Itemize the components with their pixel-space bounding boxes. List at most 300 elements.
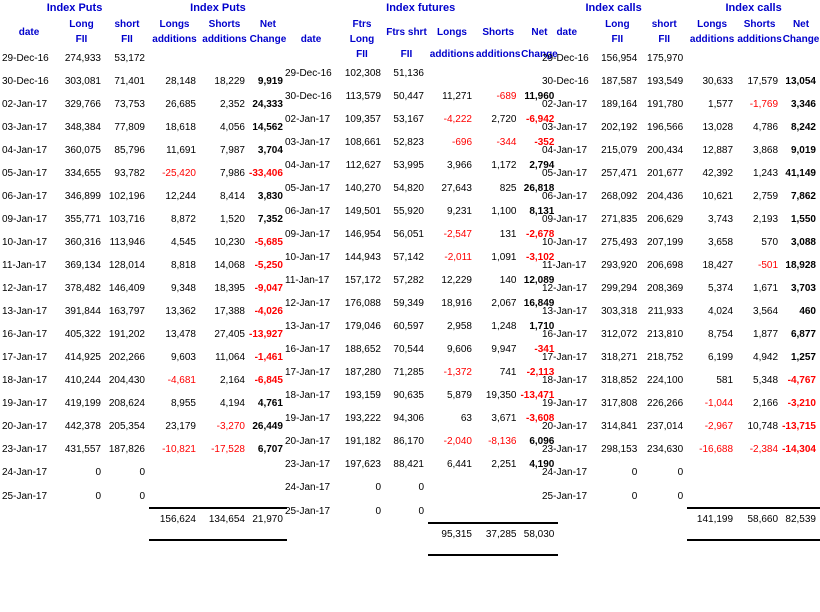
table-row[interactable] bbox=[540, 438, 820, 461]
table-row[interactable] bbox=[283, 154, 558, 177]
cell-net: 3,704 bbox=[257, 145, 283, 156]
table-row[interactable] bbox=[283, 200, 558, 223]
cell-long: 193,222 bbox=[344, 413, 381, 424]
cell-longadd: 28,148 bbox=[165, 76, 196, 87]
cell-short: 202,266 bbox=[108, 352, 145, 363]
cell-longadd: 3,966 bbox=[446, 160, 472, 171]
cell-long: 431,557 bbox=[64, 444, 101, 455]
cell-short: 224,100 bbox=[647, 375, 684, 386]
table-row[interactable] bbox=[0, 231, 287, 254]
cell-long: 346,899 bbox=[64, 191, 101, 202]
cell-shortadd bbox=[200, 461, 249, 484]
cell-shortadd: 1,243 bbox=[753, 168, 779, 179]
table-row[interactable] bbox=[0, 139, 287, 162]
table-row[interactable] bbox=[283, 108, 558, 131]
table-row[interactable] bbox=[540, 300, 820, 323]
total-short bbox=[385, 523, 428, 546]
cell-longadd: -2,967 bbox=[704, 421, 734, 432]
table-row[interactable] bbox=[0, 185, 287, 208]
cell-net: 8,131 bbox=[529, 206, 555, 217]
table-row[interactable] bbox=[283, 246, 558, 269]
table-row[interactable] bbox=[540, 323, 820, 346]
cell-longadd: 13,362 bbox=[165, 306, 196, 317]
col-short-top: Ftrs shrt bbox=[386, 26, 427, 38]
table-row[interactable] bbox=[0, 47, 287, 70]
table-index-calls bbox=[540, 0, 820, 541]
cell-longadd: 12,244 bbox=[165, 191, 196, 202]
cell-shortadd: 17,579 bbox=[747, 76, 779, 87]
cell-longadd: 6,441 bbox=[446, 459, 472, 470]
rows-index-futures bbox=[283, 62, 558, 555]
cell-short: 59,349 bbox=[393, 298, 424, 309]
cell-date: 04-Jan-17 bbox=[542, 145, 588, 156]
table-row[interactable] bbox=[0, 116, 287, 139]
cell-short: 71,285 bbox=[393, 367, 424, 378]
cell-date: 24-Jan-17 bbox=[2, 467, 48, 478]
cell-shortadd bbox=[737, 484, 782, 508]
cell-shortadd bbox=[476, 499, 520, 523]
cell-shortadd: 19,350 bbox=[485, 390, 517, 401]
block-index-puts bbox=[0, 0, 287, 541]
cell-date: 05-Jan-17 bbox=[542, 168, 588, 179]
totals-row bbox=[540, 508, 820, 531]
cell-longadd: -2,040 bbox=[443, 436, 472, 447]
total-longadd: 156,624 bbox=[149, 508, 200, 531]
cell-short: 201,677 bbox=[647, 168, 684, 179]
cell-shortadd: 825 bbox=[499, 183, 517, 194]
cell-long: 314,841 bbox=[601, 421, 638, 432]
cell-long: 312,072 bbox=[601, 329, 638, 340]
cell-shortadd: 3,868 bbox=[753, 145, 779, 156]
cell-long: 102,308 bbox=[344, 68, 381, 79]
cell-long: 329,766 bbox=[64, 99, 101, 110]
column-header-top bbox=[0, 17, 287, 32]
table-row[interactable] bbox=[0, 323, 287, 346]
cell-longadd: 11,691 bbox=[166, 145, 196, 156]
cell-net: -5,250 bbox=[254, 260, 283, 271]
cell-net: -1,461 bbox=[254, 352, 283, 363]
col-shortadd-top: Shorts bbox=[208, 19, 241, 30]
cell-shortadd: -344 bbox=[496, 137, 517, 148]
col-shortadd-bot: additions bbox=[476, 49, 521, 60]
table-row[interactable] bbox=[283, 131, 558, 154]
cell-longadd: 13,028 bbox=[702, 122, 734, 133]
cell-long: 156,954 bbox=[601, 53, 638, 64]
cell-date: 06-Jan-17 bbox=[285, 206, 331, 217]
col-net-top: Net bbox=[259, 19, 277, 30]
cell-short: 207,199 bbox=[647, 237, 684, 248]
cell-long: 299,294 bbox=[601, 283, 638, 294]
col-long-top: Ftrs Long bbox=[349, 19, 375, 45]
table-row[interactable] bbox=[540, 116, 820, 139]
cell-longadd: 8,754 bbox=[708, 329, 734, 340]
table-row[interactable] bbox=[540, 369, 820, 392]
cell-longadd bbox=[687, 484, 737, 508]
cell-net: 11,960 bbox=[524, 91, 555, 102]
col-longadd-top: Longs bbox=[159, 19, 190, 30]
cell-long: 0 bbox=[375, 505, 381, 517]
cell-shortadd: 11,064 bbox=[215, 352, 245, 363]
block-title-row bbox=[540, 0, 820, 17]
table-row[interactable] bbox=[283, 269, 558, 292]
underline-longadd bbox=[149, 531, 200, 540]
title-left: Index calls bbox=[585, 2, 642, 14]
cell-shortadd: 131 bbox=[499, 229, 517, 240]
cell-long: 113,579 bbox=[345, 91, 381, 102]
total-shortadd: 58,660 bbox=[737, 508, 782, 531]
table-row[interactable] bbox=[0, 461, 287, 484]
block-title-row bbox=[283, 0, 558, 17]
table-row[interactable] bbox=[540, 346, 820, 369]
table-row[interactable] bbox=[0, 438, 287, 461]
underline-net bbox=[782, 531, 820, 540]
cell-net: 1,257 bbox=[790, 352, 816, 363]
cell-date: 02-Jan-17 bbox=[285, 114, 331, 125]
table-row[interactable] bbox=[283, 384, 558, 407]
table-row[interactable] bbox=[0, 346, 287, 369]
cell-net: 16,849 bbox=[523, 298, 555, 309]
col-net-bot: Change bbox=[249, 34, 287, 45]
table-row[interactable] bbox=[0, 277, 287, 300]
cell-short: 94,306 bbox=[393, 413, 424, 424]
table-row[interactable] bbox=[283, 223, 558, 246]
col-longadd-bot: additions bbox=[689, 34, 735, 45]
cell-shortadd: -689 bbox=[496, 91, 517, 102]
total-date bbox=[540, 508, 593, 531]
cell-date: 23-Jan-17 bbox=[542, 444, 588, 455]
total-date bbox=[0, 508, 58, 531]
cell-net: -13,715 bbox=[782, 421, 816, 432]
table-row[interactable] bbox=[540, 392, 820, 415]
cell-date: 12-Jan-17 bbox=[285, 298, 331, 309]
cell-date: 10-Jan-17 bbox=[542, 237, 588, 248]
totals-underline-row bbox=[0, 531, 287, 540]
cell-shortadd: 10,230 bbox=[214, 237, 245, 248]
table-row[interactable] bbox=[283, 499, 558, 523]
table-row[interactable] bbox=[540, 461, 820, 484]
underline-longadd bbox=[687, 531, 737, 540]
table-row[interactable] bbox=[283, 407, 558, 430]
cell-net: 4,761 bbox=[257, 398, 283, 409]
cell-longadd: 5,374 bbox=[708, 283, 734, 294]
table-row[interactable] bbox=[540, 139, 820, 162]
cell-short: 0 bbox=[418, 482, 424, 493]
cell-longadd bbox=[428, 62, 476, 85]
table-row[interactable] bbox=[283, 338, 558, 361]
cell-date: 09-Jan-17 bbox=[542, 214, 588, 225]
table-row[interactable] bbox=[540, 47, 820, 70]
cell-long: 144,943 bbox=[344, 252, 381, 263]
cell-shortadd: 1,520 bbox=[219, 214, 245, 225]
cell-short: 226,266 bbox=[647, 398, 684, 409]
cell-longadd: -696 bbox=[451, 137, 472, 148]
table-row[interactable] bbox=[283, 62, 558, 85]
cell-long: 271,835 bbox=[601, 214, 638, 225]
table-row[interactable] bbox=[0, 484, 287, 508]
table-row[interactable] bbox=[0, 415, 287, 438]
cell-longadd: 10,621 bbox=[702, 191, 734, 202]
cell-short: 146,409 bbox=[108, 283, 145, 294]
column-header-top bbox=[540, 17, 820, 32]
cell-long: 303,318 bbox=[601, 306, 638, 317]
title-left: Index futures bbox=[386, 2, 456, 14]
cell-date: 23-Jan-17 bbox=[285, 459, 331, 470]
cell-long: 202,192 bbox=[601, 122, 638, 133]
cell-net: -13,927 bbox=[249, 329, 283, 340]
cell-net: -3,210 bbox=[787, 398, 816, 409]
cell-short: 71,401 bbox=[114, 76, 145, 87]
table-row[interactable] bbox=[0, 208, 287, 231]
cell-long: 0 bbox=[631, 490, 638, 502]
cell-shortadd: 2,759 bbox=[753, 191, 779, 202]
cell-longadd: 9,348 bbox=[170, 283, 196, 294]
cell-shortadd: 18,395 bbox=[214, 283, 245, 294]
table-row[interactable] bbox=[283, 292, 558, 315]
cell-short: 163,797 bbox=[108, 306, 145, 317]
totals-row bbox=[283, 523, 558, 546]
cell-long: 187,587 bbox=[601, 76, 638, 87]
cell-long: 112,627 bbox=[345, 160, 381, 171]
col-long-bot: FII bbox=[611, 34, 624, 45]
table-row[interactable] bbox=[540, 70, 820, 93]
cell-date: 25-Jan-17 bbox=[285, 505, 331, 517]
col-shortadd-top: Shorts bbox=[482, 26, 515, 38]
cell-long: 414,925 bbox=[64, 352, 101, 363]
table-row[interactable] bbox=[540, 208, 820, 231]
cell-long: 348,384 bbox=[64, 122, 101, 133]
underline-long bbox=[58, 531, 105, 540]
cell-shortadd: 27,405 bbox=[214, 329, 245, 340]
cell-longadd: 30,633 bbox=[702, 76, 734, 87]
table-index-futures bbox=[283, 0, 558, 556]
cell-short: 234,630 bbox=[647, 444, 684, 455]
cell-date: 29-Dec-16 bbox=[285, 68, 332, 79]
table-row[interactable] bbox=[0, 254, 287, 277]
cell-shortadd: 4,056 bbox=[219, 122, 245, 133]
cell-net: -6,845 bbox=[254, 375, 283, 386]
cell-net: 2,794 bbox=[529, 160, 555, 171]
cell-date: 24-Jan-17 bbox=[285, 482, 331, 493]
cell-long: 140,270 bbox=[344, 183, 381, 194]
cell-longadd: -1,044 bbox=[704, 398, 734, 409]
cell-shortadd bbox=[476, 476, 520, 499]
cell-net: -14,304 bbox=[782, 444, 816, 455]
cell-date: 16-Jan-17 bbox=[542, 329, 588, 340]
cell-long: 149,501 bbox=[344, 206, 381, 217]
cell-net: 6,877 bbox=[790, 329, 816, 340]
cell-longadd: 11,271 bbox=[442, 91, 472, 102]
cell-shortadd: 1,248 bbox=[491, 321, 517, 332]
cell-shortadd: 2,352 bbox=[219, 99, 245, 110]
cell-long: 442,378 bbox=[64, 421, 101, 432]
cell-net: 1,550 bbox=[790, 214, 816, 225]
cell-date: 10-Jan-17 bbox=[285, 252, 331, 263]
cell-long: 0 bbox=[375, 482, 381, 493]
cell-date: 13-Jan-17 bbox=[285, 321, 331, 332]
cell-shortadd: 1,091 bbox=[491, 252, 517, 263]
cell-date: 30-Dec-16 bbox=[2, 76, 49, 87]
cell-date: 18-Jan-17 bbox=[542, 375, 588, 386]
table-row[interactable] bbox=[0, 300, 287, 323]
cell-date: 16-Jan-17 bbox=[285, 344, 331, 355]
total-net: 58,030 bbox=[520, 523, 558, 546]
cell-shortadd: 1,877 bbox=[753, 329, 779, 340]
total-shortadd: 37,285 bbox=[476, 523, 520, 546]
table-row[interactable] bbox=[0, 369, 287, 392]
col-net-bot: Change bbox=[521, 49, 558, 60]
cell-shortadd bbox=[200, 47, 249, 70]
cell-date: 25-Jan-17 bbox=[542, 490, 588, 502]
cell-longadd: 3,658 bbox=[708, 237, 734, 248]
cell-longadd: -1,372 bbox=[443, 367, 472, 378]
cell-short: 208,369 bbox=[647, 283, 684, 294]
cell-date: 12-Jan-17 bbox=[2, 283, 48, 294]
cell-short: 50,447 bbox=[393, 91, 424, 102]
cell-net: -4,026 bbox=[254, 306, 283, 317]
underline-longadd bbox=[428, 546, 476, 555]
cell-net: 9,019 bbox=[790, 145, 816, 156]
cell-shortadd bbox=[737, 461, 782, 484]
cell-long: 318,852 bbox=[601, 375, 638, 386]
cell-net: 460 bbox=[799, 306, 816, 317]
table-row[interactable] bbox=[283, 315, 558, 338]
table-row[interactable] bbox=[540, 277, 820, 300]
cell-net: -9,047 bbox=[254, 283, 283, 294]
col-longadd-bot: additions bbox=[429, 49, 475, 60]
cell-net: -2,113 bbox=[526, 367, 555, 378]
cell-short: 56,051 bbox=[393, 229, 424, 240]
table-row[interactable] bbox=[283, 453, 558, 476]
cell-shortadd: -17,528 bbox=[211, 444, 245, 455]
col-shortadd-bot: additions bbox=[737, 34, 782, 45]
table-row[interactable] bbox=[283, 476, 558, 499]
cell-shortadd bbox=[476, 62, 520, 85]
underline-net bbox=[520, 546, 558, 555]
table-row[interactable] bbox=[283, 430, 558, 453]
table-row[interactable] bbox=[0, 162, 287, 185]
table-row[interactable] bbox=[540, 93, 820, 116]
cell-date: 11-Jan-17 bbox=[285, 275, 330, 286]
cell-date: 09-Jan-17 bbox=[2, 214, 48, 225]
cell-short: 70,544 bbox=[393, 344, 424, 355]
cell-longadd bbox=[149, 47, 200, 70]
cell-longadd: 581 bbox=[716, 375, 734, 386]
cell-net: 14,562 bbox=[252, 122, 283, 133]
cell-net: 12,089 bbox=[523, 275, 555, 286]
cell-longadd: 3,743 bbox=[708, 214, 734, 225]
cell-net: 41,149 bbox=[785, 168, 816, 179]
cell-longadd: 4,024 bbox=[708, 306, 734, 317]
cell-shortadd: -3,270 bbox=[216, 421, 245, 432]
table-row[interactable] bbox=[0, 93, 287, 116]
cell-short: 193,549 bbox=[647, 76, 684, 87]
table-row[interactable] bbox=[540, 254, 820, 277]
cell-net: 3,703 bbox=[790, 283, 816, 294]
cell-short: 205,354 bbox=[108, 421, 145, 432]
table-row[interactable] bbox=[0, 70, 287, 93]
cell-net: 4,190 bbox=[529, 459, 555, 470]
cell-date: 03-Jan-17 bbox=[2, 122, 48, 133]
cell-date: 18-Jan-17 bbox=[2, 375, 48, 386]
cell-long: 157,172 bbox=[344, 275, 381, 286]
cell-long: 108,661 bbox=[344, 137, 381, 148]
cell-short: 0 bbox=[677, 467, 684, 478]
title-right: Index Puts bbox=[190, 2, 246, 14]
cell-long: 193,159 bbox=[344, 390, 381, 401]
cell-shortadd: 741 bbox=[499, 367, 517, 378]
cell-short: 102,196 bbox=[108, 191, 145, 202]
cell-long: 257,471 bbox=[601, 168, 638, 179]
cell-date: 13-Jan-17 bbox=[2, 306, 48, 317]
cell-short: 85,796 bbox=[114, 145, 145, 156]
cell-short: 206,698 bbox=[647, 260, 684, 271]
table-row[interactable] bbox=[283, 361, 558, 384]
cell-date: 19-Jan-17 bbox=[285, 413, 331, 424]
col-net-bot: Change bbox=[782, 34, 820, 45]
cell-date: 20-Jan-17 bbox=[542, 421, 588, 432]
cell-shortadd: 1,671 bbox=[753, 283, 779, 294]
underline-long bbox=[339, 546, 385, 555]
underline-shortadd bbox=[200, 531, 249, 540]
block-title-row bbox=[0, 0, 287, 17]
cell-shortadd: 4,194 bbox=[219, 398, 245, 409]
block-index-futures bbox=[283, 0, 558, 556]
cell-date: 30-Dec-16 bbox=[542, 76, 589, 87]
cell-short: 208,624 bbox=[108, 398, 145, 409]
table-row[interactable] bbox=[540, 185, 820, 208]
col-short-bot: FII bbox=[121, 34, 133, 45]
cell-longadd: 12,887 bbox=[702, 145, 734, 156]
cell-long: 355,771 bbox=[64, 214, 101, 225]
cell-short: 88,421 bbox=[393, 459, 424, 470]
total-long bbox=[339, 523, 385, 546]
col-net-top: Net bbox=[531, 26, 548, 38]
cell-longadd: 9,231 bbox=[446, 206, 472, 217]
total-long bbox=[593, 508, 641, 531]
table-row[interactable] bbox=[540, 162, 820, 185]
cell-shortadd: 7,987 bbox=[219, 145, 245, 156]
cell-longadd: 18,427 bbox=[702, 260, 734, 271]
cell-long: 274,933 bbox=[64, 53, 101, 64]
cell-net: -3,102 bbox=[526, 252, 555, 263]
table-row[interactable] bbox=[540, 484, 820, 508]
cell-date: 02-Jan-17 bbox=[2, 99, 48, 110]
cell-long: 369,134 bbox=[64, 260, 101, 271]
table-row[interactable] bbox=[283, 177, 558, 200]
cell-net bbox=[782, 461, 820, 484]
underline-date bbox=[540, 531, 593, 540]
table-row[interactable] bbox=[0, 392, 287, 415]
table-row[interactable] bbox=[540, 415, 820, 438]
cell-long: 293,920 bbox=[601, 260, 638, 271]
cell-longadd: -2,547 bbox=[443, 229, 472, 240]
cell-shortadd: 570 bbox=[761, 237, 779, 248]
cell-long: 360,075 bbox=[64, 145, 101, 156]
cell-longadd: 27,643 bbox=[441, 183, 472, 194]
cell-short: 218,752 bbox=[647, 352, 684, 363]
cell-longadd: -4,222 bbox=[443, 114, 472, 125]
cell-long: 391,844 bbox=[64, 306, 101, 317]
table-row[interactable] bbox=[540, 231, 820, 254]
underline-short bbox=[105, 531, 149, 540]
table-row[interactable] bbox=[283, 85, 558, 108]
cell-longadd: 6,199 bbox=[708, 352, 734, 363]
cell-date: 30-Dec-16 bbox=[285, 91, 332, 102]
cell-net bbox=[782, 47, 820, 70]
cell-date: 20-Jan-17 bbox=[285, 436, 331, 447]
cell-date: 18-Jan-17 bbox=[285, 390, 331, 401]
cell-date: 05-Jan-17 bbox=[2, 168, 48, 179]
